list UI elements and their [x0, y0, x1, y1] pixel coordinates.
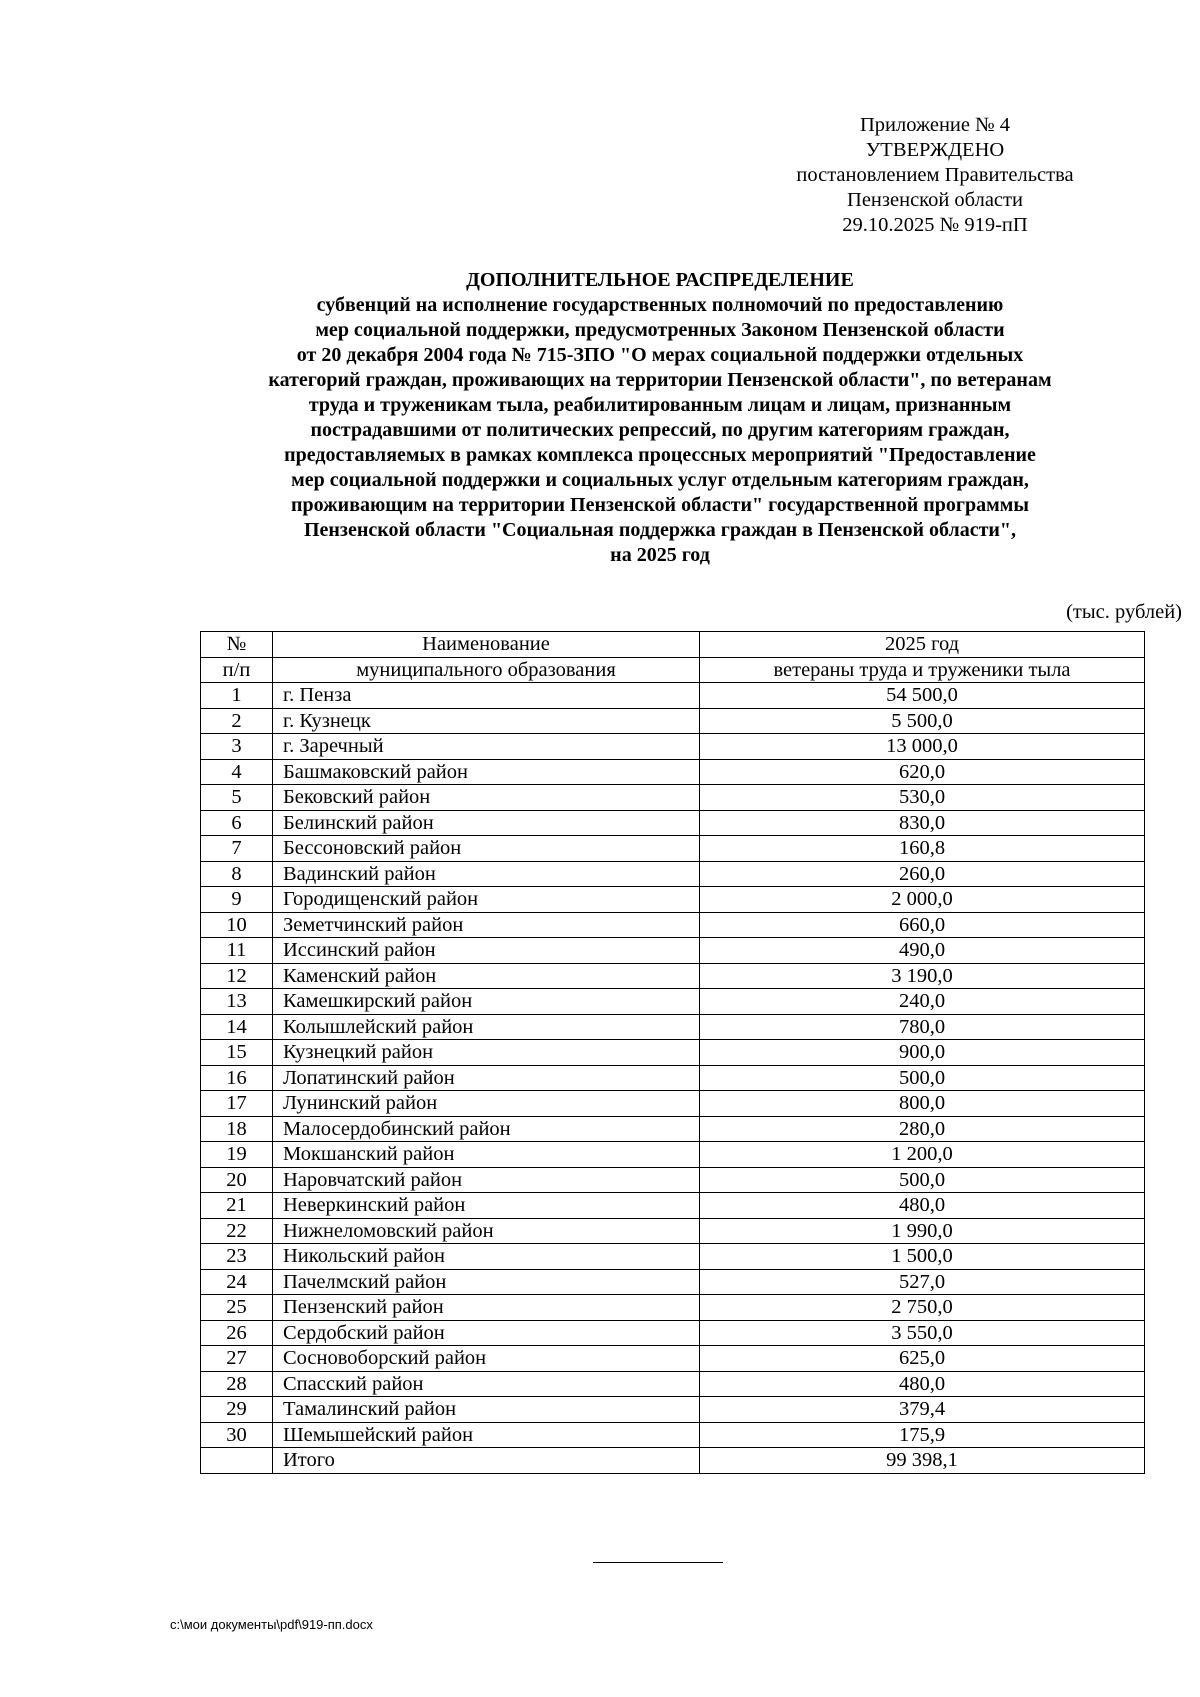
amount-value: 13 000,0: [700, 734, 1145, 760]
municipality-name: Земетчинский район: [273, 912, 700, 938]
distribution-table: [200, 631, 1145, 1474]
row-number: 7: [201, 836, 273, 862]
row-number: 11: [201, 938, 273, 964]
table-row: [201, 1371, 1145, 1397]
title-line: категорий граждан, проживающих на территории Пензенской области", по ветеранам: [268, 369, 1052, 391]
row-number: 2: [201, 708, 273, 734]
total-row: [201, 1448, 1145, 1474]
title-line: мер социальной поддержки и социальных услуг отдельным категориям граждан,: [291, 469, 1029, 491]
title-line: от 20 декабря 2004 года № 715-ЗПО "О мерах социальной поддержки отдельных: [296, 344, 1024, 366]
title-line: ДОПОЛНИТЕЛЬНОЕ РАСПРЕДЕЛЕНИЕ: [466, 269, 854, 291]
row-number: 3: [201, 734, 273, 760]
municipality-name: Нижнеломовский район: [273, 1218, 700, 1244]
amount-value: 175,9: [700, 1422, 1145, 1448]
municipality-name: Спасский район: [273, 1371, 700, 1397]
amount-value: 830,0: [700, 810, 1145, 836]
header-name-line1: Наименование: [273, 632, 700, 658]
amount-value: 800,0: [700, 1091, 1145, 1117]
table-body: [201, 683, 1145, 1474]
title-line: Пензенской области "Социальная поддержка граждан в Пензенской области",: [303, 519, 1017, 541]
municipality-name: Никольский район: [273, 1244, 700, 1270]
table-row: [201, 759, 1145, 785]
row-number: 28: [201, 1371, 273, 1397]
approval-block: [700, 113, 1170, 238]
municipality-name: Бессоновский район: [273, 836, 700, 862]
municipality-name: Вадинский район: [273, 861, 700, 887]
municipality-name: Неверкинский район: [273, 1193, 700, 1219]
row-number: 5: [201, 785, 273, 811]
table-row: [201, 887, 1145, 913]
table-row: [201, 810, 1145, 836]
amount-value: 527,0: [700, 1269, 1145, 1295]
approval-line: постановлением Правительства: [796, 164, 1074, 186]
amount-value: 625,0: [700, 1346, 1145, 1372]
municipality-name: Сердобский район: [273, 1320, 700, 1346]
municipality-name: г. Заречный: [273, 734, 700, 760]
table-row: [201, 1193, 1145, 1219]
table-row: [201, 938, 1145, 964]
amount-value: 480,0: [700, 1371, 1145, 1397]
amount-value: 3 550,0: [700, 1320, 1145, 1346]
municipality-name: Лопатинский район: [273, 1065, 700, 1091]
row-number: 30: [201, 1422, 273, 1448]
table-row: [201, 1040, 1145, 1066]
total-amount-value: 99 398,1: [700, 1448, 1145, 1474]
header-category: ветераны труда и труженики тыла: [700, 657, 1145, 683]
municipality-name: Городищенский район: [273, 887, 700, 913]
municipality-name: Каменский район: [273, 963, 700, 989]
municipality-name: Малосердобинский район: [273, 1116, 700, 1142]
table-header-row: [201, 657, 1145, 683]
municipality-name: Сосновоборский район: [273, 1346, 700, 1372]
row-number: 4: [201, 759, 273, 785]
table-row: [201, 1218, 1145, 1244]
row-number: 23: [201, 1244, 273, 1270]
table-row: [201, 912, 1145, 938]
row-number: 9: [201, 887, 273, 913]
row-number: 26: [201, 1320, 273, 1346]
row-number: 13: [201, 989, 273, 1015]
approval-line: УТВЕРЖДЕНО: [865, 139, 1005, 161]
row-number: 15: [201, 1040, 273, 1066]
total-row-number: [201, 1448, 273, 1474]
table-row: [201, 734, 1145, 760]
table-row: [201, 1014, 1145, 1040]
amount-value: 1 990,0: [700, 1218, 1145, 1244]
amount-value: 379,4: [700, 1397, 1145, 1423]
amount-value: 160,8: [700, 836, 1145, 862]
row-number: 14: [201, 1014, 273, 1040]
row-number: 24: [201, 1269, 273, 1295]
title-line: на 2025 год: [610, 544, 710, 566]
municipality-name: Иссинский район: [273, 938, 700, 964]
table-header-row: [201, 632, 1145, 658]
row-number: 17: [201, 1091, 273, 1117]
row-number: 19: [201, 1142, 273, 1168]
row-number: 29: [201, 1397, 273, 1423]
amount-value: 54 500,0: [700, 683, 1145, 709]
municipality-name: Бековский район: [273, 785, 700, 811]
approval-line: 29.10.2025 № 919-пП: [842, 214, 1028, 236]
table-row: [201, 989, 1145, 1015]
title-line: мер социальной поддержки, предусмотренных Законом Пензенской области: [315, 319, 1005, 341]
table-row: [201, 708, 1145, 734]
row-number: 21: [201, 1193, 273, 1219]
amount-value: 1 200,0: [700, 1142, 1145, 1168]
municipality-name: Пензенский район: [273, 1295, 700, 1321]
amount-value: 5 500,0: [700, 708, 1145, 734]
table-row: [201, 785, 1145, 811]
table-row: [201, 1320, 1145, 1346]
title-line: субвенций на исполнение государственных полномочий по предоставлению: [316, 294, 1004, 316]
amount-value: 500,0: [700, 1065, 1145, 1091]
municipality-name: Башмаковский район: [273, 759, 700, 785]
row-number: 25: [201, 1295, 273, 1321]
row-number: 1: [201, 683, 273, 709]
amount-value: 480,0: [700, 1193, 1145, 1219]
amount-value: 2 000,0: [700, 887, 1145, 913]
amount-value: 260,0: [700, 861, 1145, 887]
municipality-name: Мокшанский район: [273, 1142, 700, 1168]
amount-value: 490,0: [700, 938, 1145, 964]
municipality-name: Лунинский район: [273, 1091, 700, 1117]
table-row: [201, 1142, 1145, 1168]
approval-line: Приложение № 4: [859, 114, 1011, 136]
row-number: 8: [201, 861, 273, 887]
row-number: 18: [201, 1116, 273, 1142]
municipality-name: Камешкирский район: [273, 989, 700, 1015]
row-number: 12: [201, 963, 273, 989]
amount-value: 620,0: [700, 759, 1145, 785]
header-num-line1: №: [201, 632, 273, 658]
amount-value: 280,0: [700, 1116, 1145, 1142]
separator-line: [593, 1562, 723, 1563]
table-row: [201, 1397, 1145, 1423]
municipality-name: Колышлейский район: [273, 1014, 700, 1040]
table-row: [201, 1065, 1145, 1091]
table-row: [201, 861, 1145, 887]
municipality-name: г. Пенза: [273, 683, 700, 709]
municipality-name: Наровчатский район: [273, 1167, 700, 1193]
title-line: труда и труженикам тыла, реабилитированным лицам и лицам, признанным: [308, 394, 1012, 416]
header-name-line2: муниципального образования: [273, 657, 700, 683]
amount-value: 2 750,0: [700, 1295, 1145, 1321]
municipality-name: Пачелмский район: [273, 1269, 700, 1295]
row-number: 22: [201, 1218, 273, 1244]
municipality-name: Кузнецкий район: [273, 1040, 700, 1066]
amount-value: 240,0: [700, 989, 1145, 1015]
municipality-name: г. Кузнецк: [273, 708, 700, 734]
approval-line: Пензенской области: [847, 189, 1023, 211]
amount-value: 3 190,0: [700, 963, 1145, 989]
table-row: [201, 1295, 1145, 1321]
amount-value: 900,0: [700, 1040, 1145, 1066]
row-number: 27: [201, 1346, 273, 1372]
table-row: [201, 683, 1145, 709]
municipality-name: Тамалинский район: [273, 1397, 700, 1423]
table-row: [201, 1346, 1145, 1372]
total-municipality-name: Итого: [273, 1448, 700, 1474]
table-row: [201, 963, 1145, 989]
table-row: [201, 1167, 1145, 1193]
table-row: [201, 1244, 1145, 1270]
file-path-footer: c:\мои документы\pdf\919-пп.docx: [170, 1617, 373, 1632]
row-number: 6: [201, 810, 273, 836]
table-row: [201, 1422, 1145, 1448]
amount-value: 500,0: [700, 1167, 1145, 1193]
title-line: проживающим на территории Пензенской области" государственной программы: [291, 494, 1029, 516]
header-year: 2025 год: [700, 632, 1145, 658]
table-row: [201, 836, 1145, 862]
unit-label: (тыс. рублей): [1066, 601, 1182, 623]
table-row: [201, 1091, 1145, 1117]
header-num-line2: п/п: [201, 657, 273, 683]
amount-value: 530,0: [700, 785, 1145, 811]
row-number: 16: [201, 1065, 273, 1091]
table-row: [201, 1269, 1145, 1295]
row-number: 10: [201, 912, 273, 938]
table-row: [201, 1116, 1145, 1142]
document-title: [150, 268, 1170, 568]
municipality-name: Шемышейский район: [273, 1422, 700, 1448]
row-number: 20: [201, 1167, 273, 1193]
amount-value: 1 500,0: [700, 1244, 1145, 1270]
title-line: предоставляемых в рамках комплекса процессных мероприятий "Предоставление: [284, 444, 1036, 466]
amount-value: 780,0: [700, 1014, 1145, 1040]
amount-value: 660,0: [700, 912, 1145, 938]
municipality-name: Белинский район: [273, 810, 700, 836]
title-line: пострадавшими от политических репрессий, по другим категориям граждан,: [310, 419, 1010, 441]
